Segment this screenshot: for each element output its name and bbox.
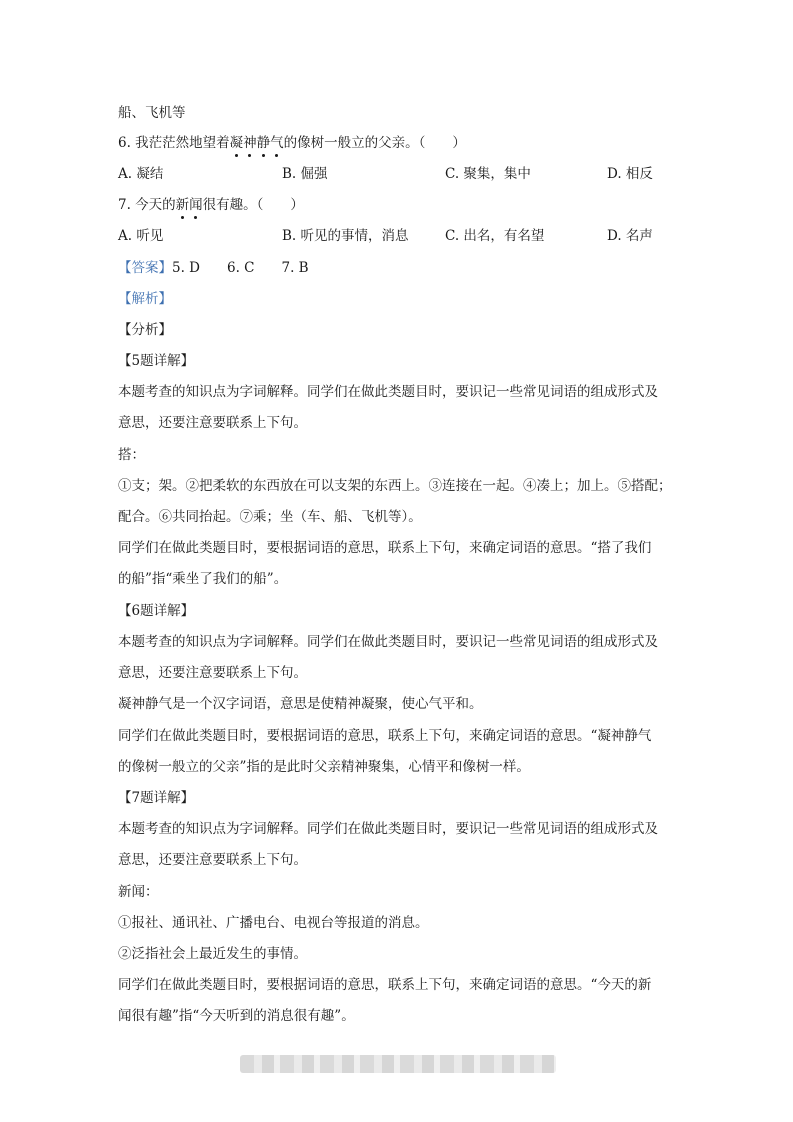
detail-7-para: 本题考查的知识点为字词解释。同学们在做此类题目时，要识记一些常见词语的组成形式及 xyxy=(118,821,658,837)
detail-7-heading: 【7题详解】 xyxy=(118,790,195,806)
detail-5-word: 搭： xyxy=(118,447,145,463)
detail-7-para: 意思，还要注意要联系上下句。 xyxy=(118,852,307,868)
detail-6-para: 本题考查的知识点为字词解释。同学们在做此类题目时，要识记一些常见词语的组成形式及 xyxy=(118,634,658,650)
answer-label: 【答案】 xyxy=(118,260,172,276)
detail-6-definition: 凝神静气是一个汉字词语，意思是使精神凝聚，使心气平和。 xyxy=(118,696,483,712)
q7-suffix: 很有趣。（ ） xyxy=(202,197,304,213)
detail-6-heading: 【6题详解】 xyxy=(118,603,195,619)
blurred-footer-watermark xyxy=(240,1055,556,1073)
q7-dotted-char: 新 xyxy=(175,197,190,213)
q7-option-c: C. 出名，有名望 xyxy=(445,228,545,244)
q7-dotted-char: 闻 xyxy=(189,197,203,213)
q6-option-a: A. 凝结 xyxy=(118,166,164,182)
answer-line xyxy=(118,258,309,278)
detail-7-para: 闻很有趣”指“今天听到的消息很有趣”。 xyxy=(118,1008,355,1024)
detail-6-para: 的像树一般立的父亲”指的是此时父亲精神聚集，心情平和像树一样。 xyxy=(118,759,530,775)
q6-option-d: D. 相反 xyxy=(607,166,653,182)
q6-option-b: B. 倔强 xyxy=(282,166,328,182)
detail-5-para: 本题考查的知识点为字词解释。同学们在做此类题目时，要识记一些常见词语的组成形式及 xyxy=(118,384,658,400)
q7-option-b: B. 听见的事情，消息 xyxy=(282,228,409,244)
detail-5-heading: 【5题详解】 xyxy=(118,353,195,369)
q7-option-d: D. 名声 xyxy=(607,228,653,244)
q5-tail-text: 船、飞机等 xyxy=(118,105,186,121)
q6-dotted-char: 气 xyxy=(270,135,284,151)
analysis-label: 【解析】 xyxy=(118,291,172,307)
detail-7-definition: ①报社、通讯社、广播电台、电视台等报道的消息。 xyxy=(118,915,429,931)
detail-5-definition: 配合。⑥共同抬起。⑦乘；坐（车、船、飞机等）。 xyxy=(118,509,422,525)
q6-suffix: 的像树一般立的父亲。（ ） xyxy=(283,135,466,151)
detail-5-para: 的船”指“乘坐了我们的船”。 xyxy=(118,571,288,587)
question-6 xyxy=(118,133,466,153)
detail-6-para: 意思，还要注意要联系上下句。 xyxy=(118,665,307,681)
q7-prefix: 7. 今天的 xyxy=(118,197,176,213)
fenxi-heading: 【分析】 xyxy=(118,322,172,338)
detail-5-definition: ①支；架。②把柔软的东西放在可以支架的东西上。③连接在一起。④凑上；加上。⑤搭配； xyxy=(118,478,672,494)
q6-dotted-char: 静 xyxy=(256,135,271,151)
q6-option-c: C. 聚集，集中 xyxy=(445,166,531,182)
q6-dotted-char: 凝 xyxy=(229,135,244,151)
q7-option-a: A. 听见 xyxy=(118,228,164,244)
question-7 xyxy=(118,195,304,215)
q6-dotted-char: 神 xyxy=(243,135,257,151)
detail-7-definition: ②泛指社会上最近发生的事情。 xyxy=(118,946,307,962)
q6-prefix: 6. 我茫茫然地望着 xyxy=(118,135,230,151)
detail-5-para: 同学们在做此类题目时，要根据词语的意思，联系上下句，来确定词语的意思。“搭了我们 xyxy=(118,540,652,556)
answer-text: 5. D 6. C 7. B xyxy=(172,260,309,276)
detail-7-para: 同学们在做此类题目时，要根据词语的意思，联系上下句，来确定词语的意思。“今天的新 xyxy=(118,977,652,993)
detail-5-para: 意思，还要注意要联系上下句。 xyxy=(118,415,307,431)
detail-7-word: 新闻： xyxy=(118,884,159,900)
detail-6-para: 同学们在做此类题目时，要根据词语的意思，联系上下句，来确定词语的意思。“凝神静气 xyxy=(118,728,652,744)
